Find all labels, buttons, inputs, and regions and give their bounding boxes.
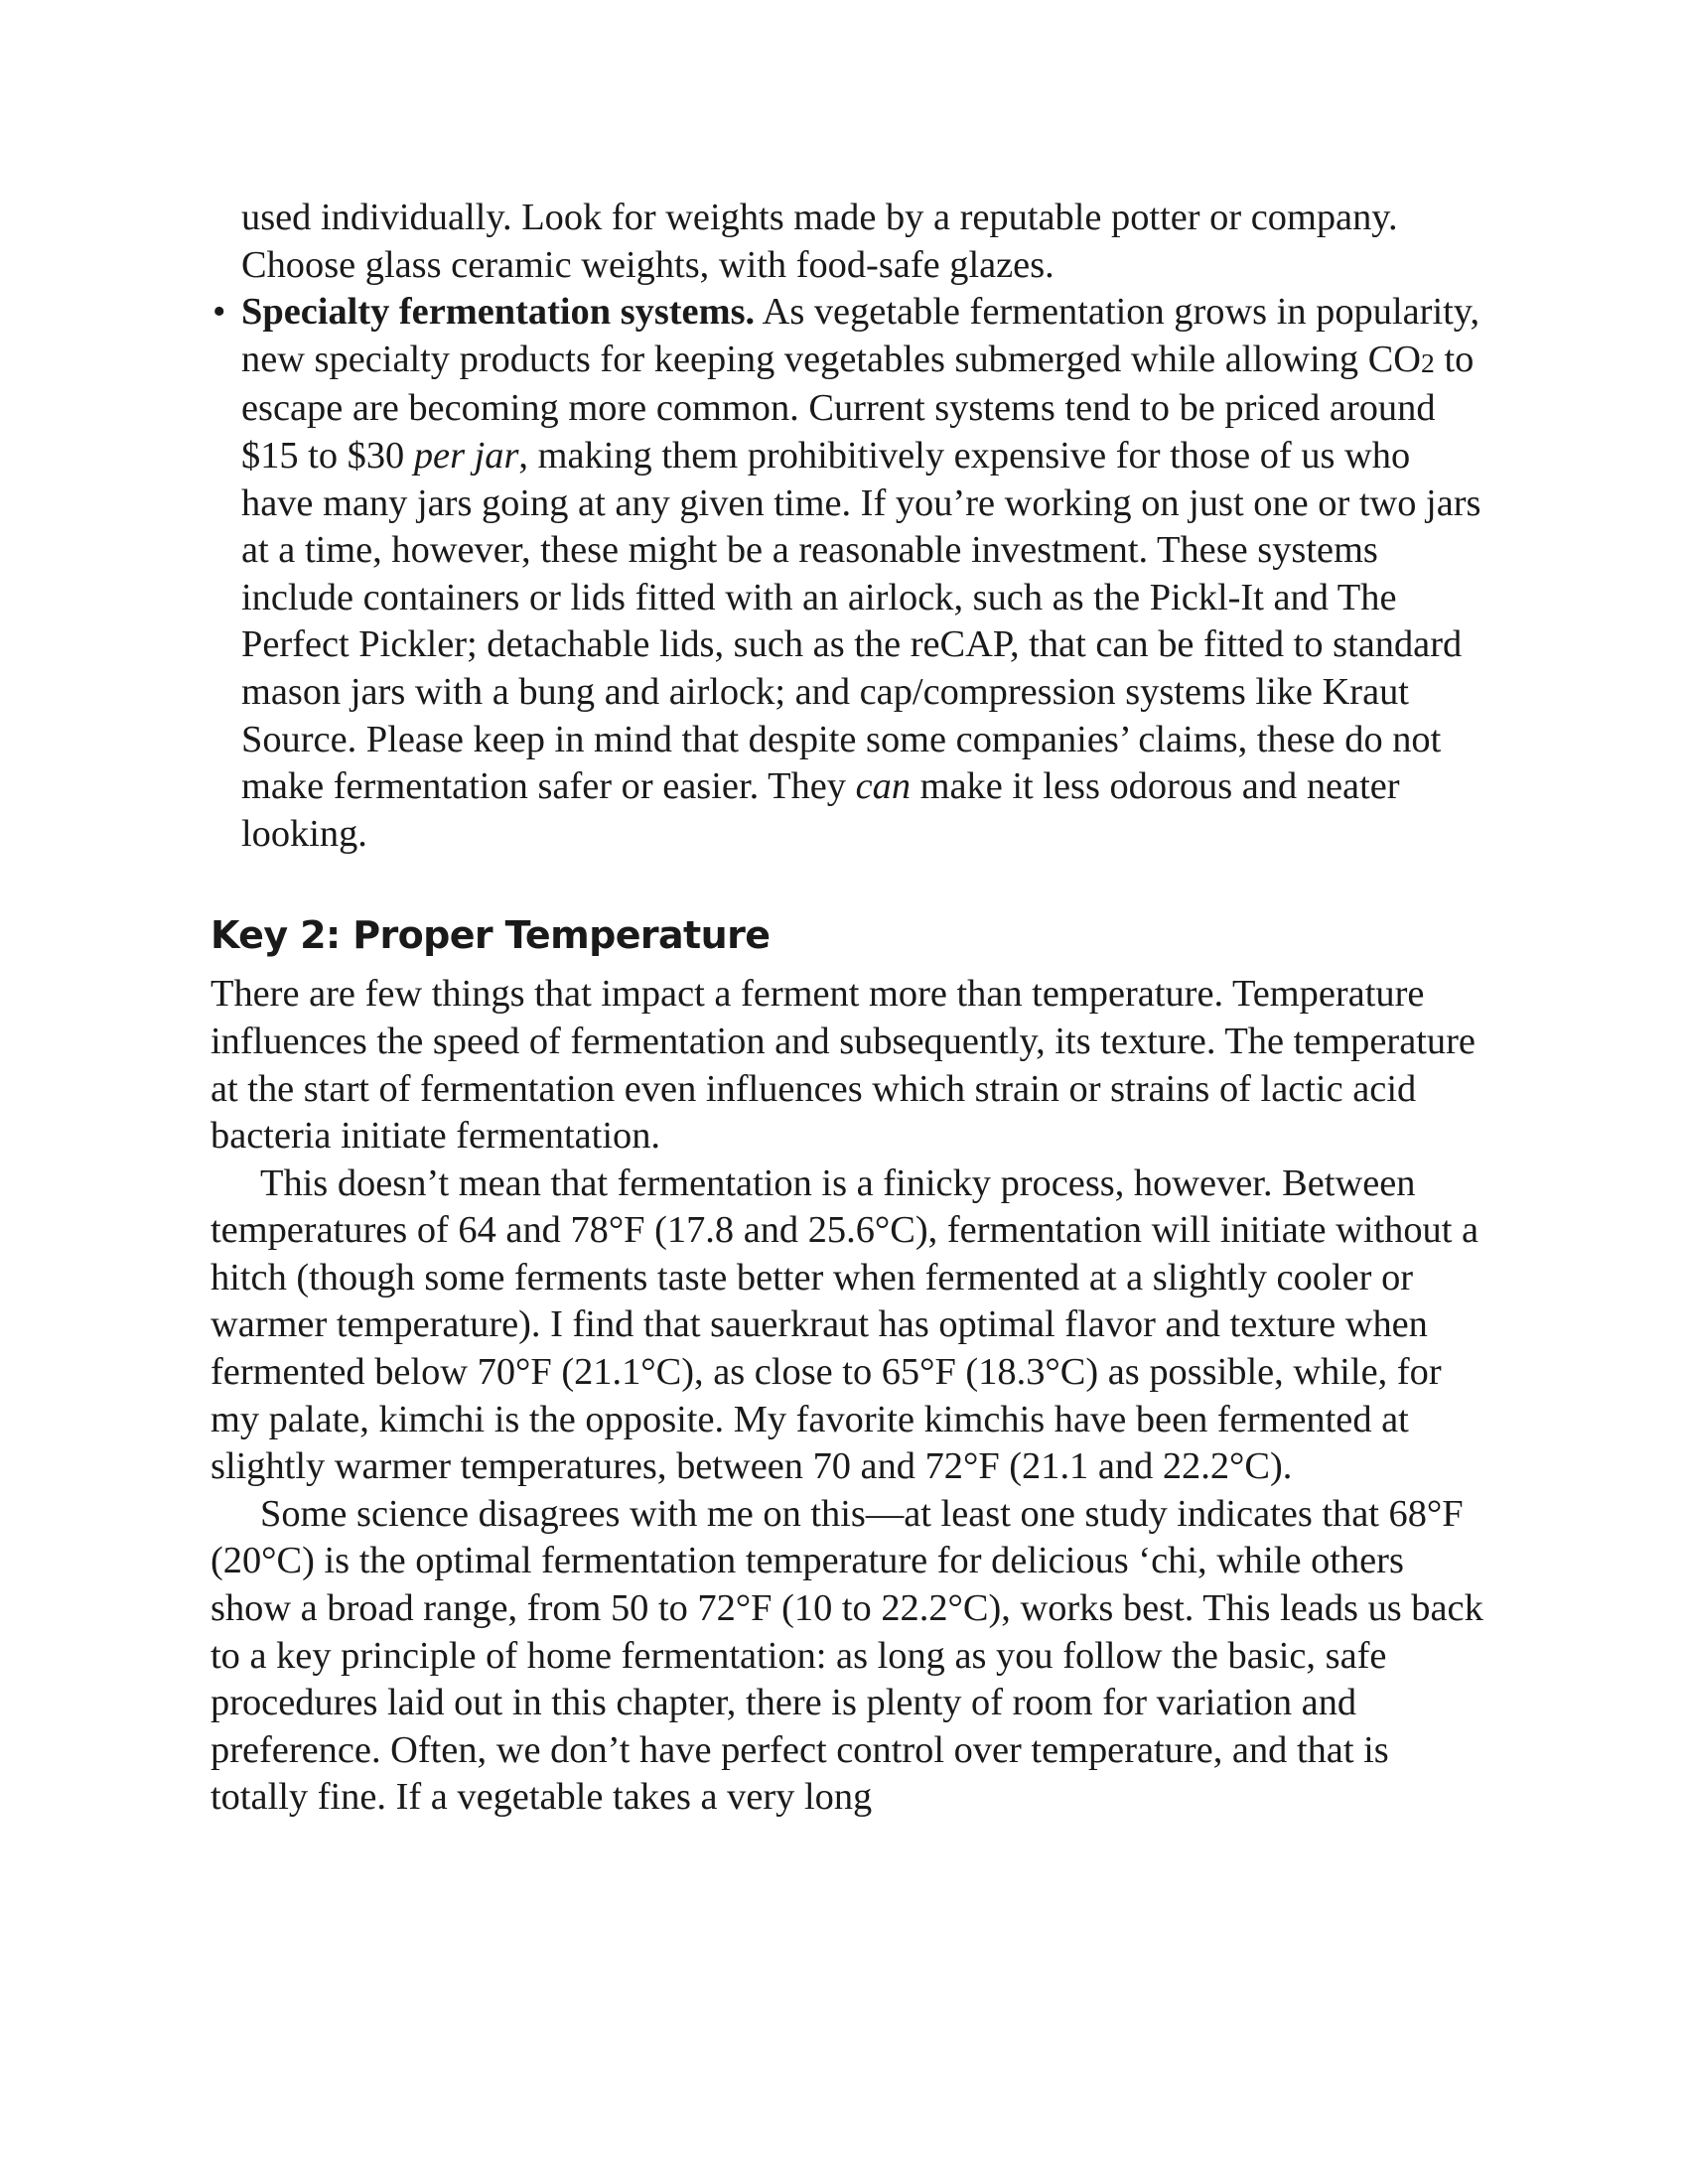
body-paragraph-2: This doesn’t mean that fermentation is a finicky process, however. Between temperatures of 64 and 78°F (17.8 and 25.6°C), fermentation will initiate without a hitch (though some ferments taste better when fermented at a slightly cooler or warmer temperature). I find that sauerkraut has optimal flavor and texture when fermented below 70°F (21.1°C), as close to 65°F (18.3°C) as possible, while, for my palate, kimchi is the opposite. My favorite kimchis have been fermented at slightly warmer temperatures, between 70 and 72°F (21.1 and 22.2°C). [211, 1161, 1479, 1488]
emphasis-can: can [855, 765, 912, 808]
bullet-item-specialty-systems [211, 289, 1491, 858]
bullet-text-part: As vegetable fermentation grows in popularity, new specialty products for keeping vegetables submerged while allowing CO [241, 291, 1480, 380]
emphasis-per-jar: per jar [413, 434, 519, 477]
bullet-title: Specialty fermentation systems. [241, 291, 756, 334]
bullet-text-part: , making them prohibitively expensive for those of us who have many jars going at any given time. If you’re working on just one or two jars at a time, however, these might be a reasonable investment. These systems include containers or lids fitted with an airlock, such as the Pickl-It and The Perfect Pickler; detachable lids, such as the reCAP, that can be fitted to standard mason jars with a bung and airlock; and cap/compression systems like Kraut Source. Please keep in mind that despite some companies’ claims, these do not make fermentation safer or easier. They [241, 434, 1481, 808]
co2-subscript: 2 [1421, 347, 1435, 379]
book-page [211, 195, 1491, 1822]
bullet-text-part: make it less odorous and neater looking. [241, 765, 1400, 855]
bullet-marker: • [212, 291, 226, 334]
section-heading: Key 2: Proper Temperature [211, 913, 771, 958]
body-paragraph-3: Some science disagrees with me on this—at least one study indicates that 68°F (20°C) is the optimal fermentation temperature for delicious ‘chi, while others show a broad range, from 50 to 72°F (10 to 22.2°C), works best. This leads us back to a key principle of home fermentation: as long as you follow the basic, safe procedures laid out in this chapter, there is plenty of room for variation and preference. Often, we don’t have perfect control over temperature, and that is totally fine. If a vegetable takes a very long [211, 1492, 1483, 1819]
body-paragraph-1: There are few things that impact a ferment more than temperature. Temperature influences the speed of fermentation and subsequently, its texture. The temperature at the start of fermentation even influences which strain or strains of lactic acid bacteria initiate fermentation. [211, 973, 1476, 1158]
bullet-text-part: to escape are becoming more common. Current systems tend to be priced around $15 to $30 [241, 338, 1475, 477]
continuation-paragraph: used individually. Look for weights made by a reputable potter or company. Choose glass ceramic weights, with food-safe glazes. [241, 197, 1398, 286]
